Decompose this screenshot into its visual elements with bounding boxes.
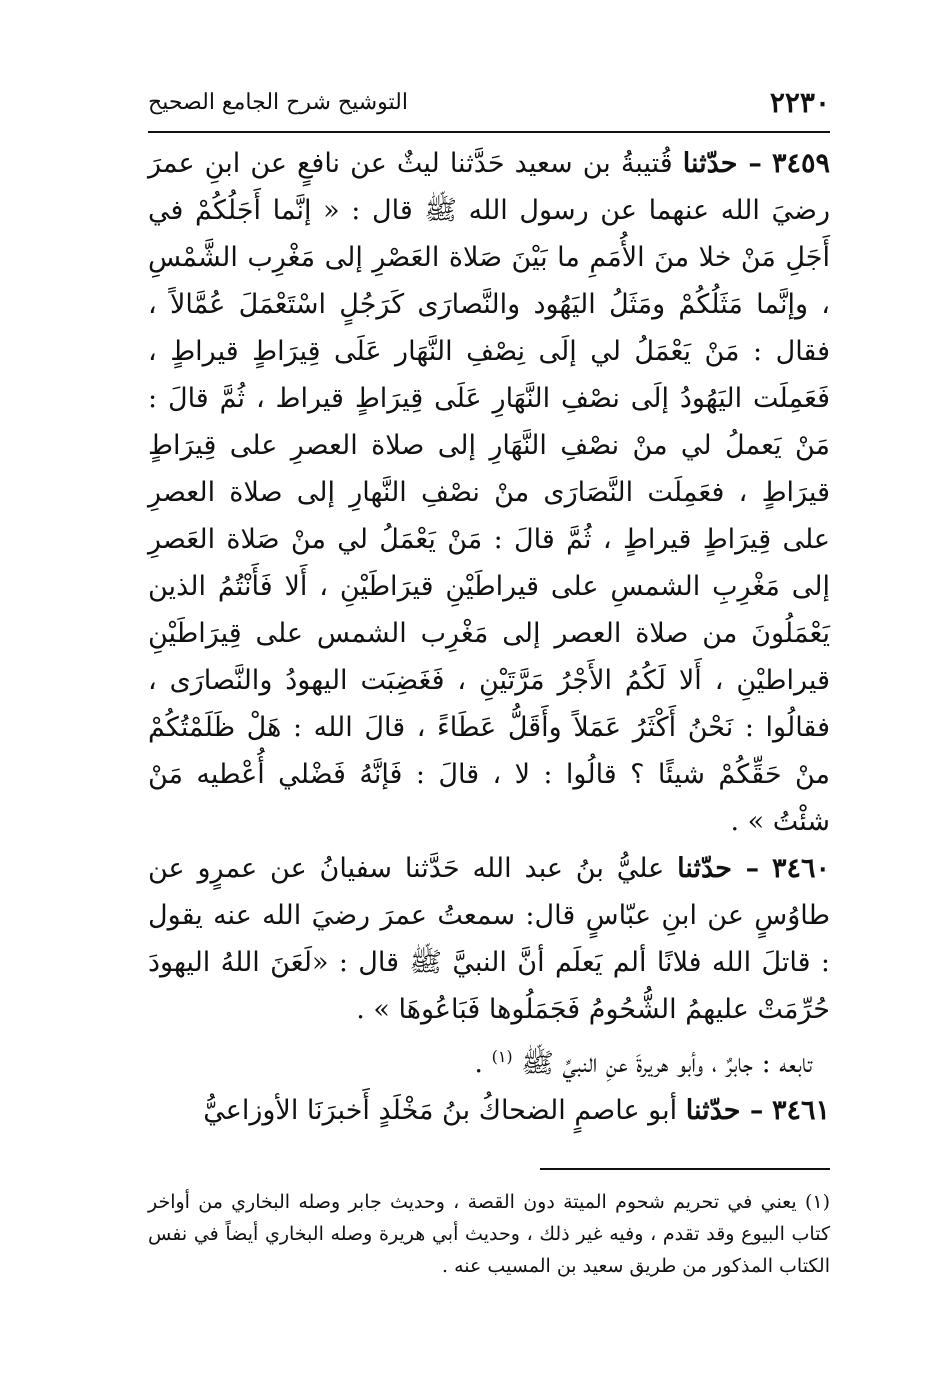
hadith-number: ٣٤٥٩	[771, 148, 830, 179]
hadith-number: ٣٤٦٠	[772, 853, 831, 884]
footnote-1	[148, 1186, 830, 1282]
main-text	[148, 140, 830, 1134]
page-header	[148, 82, 830, 130]
footnotes	[148, 1186, 830, 1282]
footnote-divider	[540, 1168, 830, 1170]
hadith-text: عليُّ بنُ عبد الله حَدَّثنا سفيانُ عن عمرٍو عن طاوُسٍ عن ابنِ عبّاسٍ قال: سمعتُ عمرَ رضيَ الله عنه يقول : قاتلَ الله فلانًا ألم يَعلَم أنَّ النبيَّ ﷺ قال : «لَعَنَ اللهُ اليهودَ حُرِّمَتْ عليهمُ الشُّحُومُ فَجَمَلُوها فَبَاعُوهَا » .	[148, 853, 830, 1025]
hadith-number: ٣٤٦١	[771, 1095, 830, 1126]
hadith-3459: ٣٤٥٩ – حدّثنا قُتيبةُ بن سعيد حَدَّثنا ليثٌ عن نافعٍ عن ابنِ عمرَ رضيَ الله عنهما عن رسول الله ﷺ قال : « إنَّما أَجَلُكُمْ في أَجَلِ مَنْ خلا منَ الأُمَمِ ما بَيْنَ صَلاة العَصْرِ إلى مَغْرِب الشَّمْسِ ، وإنَّما مَثَلُكُمْ ومَثَلُ اليَهُود والنَّصارَى كَرَجُلٍ اسْتَعْمَلَ عُمَّالاً ، فقال : مَنْ يَعْمَلُ لي إلَى نِصْفِ النَّهَار عَلَى قِيرَاطٍ قيراطٍ ، فَعَمِلَت اليَهُودُ إلَى نصْفِ النَّهَارِ عَلَى قِيرَاطٍ قيراط ، ثُمَّ قالَ : مَنْ يَعملُ لي منْ نصْفِ النَّهَارِ إلى صلاة العصرِ على قِيرَاطٍ قيرَاطٍ ، فعَمِلَت النَّصَارَى منْ نصْفِ النَّهارِ إلى صلاة العصرِ على قِيرَاطٍ قيراطٍ ، ثُمَّ قالَ : مَنْ يَعْمَلُ لي منْ صَلاة العَصرِ إلى مَغْرِبِ الشمسِ على قيراطَيْنِ قيرَاطَيْنِ ، أَلا فَأَنْتُمُ الذين يَعْمَلُونَ من صلاة العصر إلى مَغْرِب الشمس على قِيرَاطَيْنِ قيراطيْنِ ، أَلا لَكُمُ الأَجْرُ مَرَّتَيْنِ ، فَغَضِبَت اليهودُ والنَّصارَى ، فقالُوا : نَحْنُ أَكْثَرُ عَمَلاً وأَقَلُّ عَطَاءً ، قالَ الله : هَلْ ظَلَمْتُكُمْ منْ حَقِّكُمْ شيئًا ؟ قالُوا : لا ، قالَ : فَإنَّهُ فَضْلي أُعْطيه مَنْ شئْتُ » .	[148, 148, 830, 837]
hadith-label: حدّثنا	[685, 1095, 741, 1126]
hadith-3461: ٣٤٦١ – حدّثنا أبو عاصمٍ الضحاكُ بنُ مَخْلَدٍ أَخبرَنَا الأوزاعيُّ	[203, 1095, 830, 1126]
footnote-marker: (١)	[804, 1191, 830, 1213]
running-title: التوشيح شرح الجامع الصحيح	[148, 90, 408, 115]
header-divider	[148, 131, 830, 133]
hadith-label: حدّثنا	[677, 853, 732, 884]
page-number: ٢٢٣٠	[769, 86, 830, 119]
footnote-text: يعني في تحريم شحوم الميتة دون القصة ، وحديث جابر وصله البخاري من أواخر كتاب البيوع وقد تقدم ، وفيه غير ذلك ، وحديث أبي هريرة وصله البخاري أيضاً في نفس الكتاب المذكور من طريق سعيد بن المسيب عنه .	[148, 1191, 830, 1277]
hadith-text: قُتيبةُ بن سعيد حَدَّثنا ليثٌ عن نافعٍ عن ابنِ عمرَ رضيَ الله عنهما عن رسول الله ﷺ قال : « إنَّما أَجَلُكُمْ في أَجَلِ مَنْ خلا منَ الأُمَمِ ما بَيْنَ صَلاة العَصْرِ إلى مَغْرِب الشَّمْسِ ، وإنَّما مَثَلُكُمْ ومَثَلُ اليَهُود والنَّصارَى كَرَجُلٍ اسْتَعْمَلَ عُمَّالاً ، فقال : مَنْ يَعْمَلُ لي إلَى نِصْفِ النَّهَار عَلَى قِيرَاطٍ قيراطٍ ، فَعَمِلَت اليَهُودُ إلَى نصْفِ النَّهَارِ عَلَى قِيرَاطٍ قيراط ، ثُمَّ قالَ : مَنْ يَعملُ لي منْ نصْفِ النَّهَارِ إلى صلاة العصرِ على قِيرَاطٍ قيرَاطٍ ، فعَمِلَت النَّصَارَى منْ نصْفِ النَّهارِ إلى صلاة العصرِ على قِيرَاطٍ قيراطٍ ، ثُمَّ قالَ : مَنْ يَعْمَلُ لي منْ صَلاة العَصرِ إلى مَغْرِبِ الشمسِ على قيراطَيْنِ قيرَاطَيْنِ ، أَلا فَأَنْتُمُ الذين يَعْمَلُونَ من صلاة العصر إلى مَغْرِب الشمس على قِيرَاطَيْنِ قيراطيْنِ ، أَلا لَكُمُ الأَجْرُ مَرَّتَيْنِ ، فَغَضِبَت اليهودُ والنَّصارَى ، فقالُوا : نَحْنُ أَكْثَرُ عَمَلاً وأَقَلُّ عَطَاءً ، قالَ الله : هَلْ ظَلَمْتُكُمْ منْ حَقِّكُمْ شيئًا ؟ قالُوا : لا ، قالَ : فَإنَّهُ فَضْلي أُعْطيه مَنْ شئْتُ » .	[148, 148, 830, 837]
hadith-label: حدّثنا	[682, 148, 738, 179]
hadith-text: أبو عاصمٍ الضحاكُ بنُ مَخْلَدٍ أَخبرَنَا الأوزاعيُّ	[203, 1095, 678, 1126]
mutaba-text: تابعه : جابرٌ ، وأبو هريرةَ عنِ النبيِّ ﷺ	[521, 1048, 812, 1079]
mutaba-line	[148, 1033, 830, 1087]
hadith-3460: ٣٤٦٠ – حدّثنا عليُّ بنُ عبد الله حَدَّثنا سفيانُ عن عمرٍو عن طاوُسٍ عن ابنِ عبّاسٍ قال: سمعتُ عمرَ رضيَ الله عنه يقول : قاتلَ الله فلانًا ألم يَعلَم أنَّ النبيَّ ﷺ قال : «لَعَنَ اللهُ اليهودَ حُرِّمَتْ عليهمُ الشُّحُومُ فَجَمَلُوها فَبَاعُوهَا » .	[148, 853, 831, 1025]
mutaba-end: .	[474, 1048, 492, 1079]
footnote-reference[interactable]: (١)	[491, 1047, 513, 1066]
